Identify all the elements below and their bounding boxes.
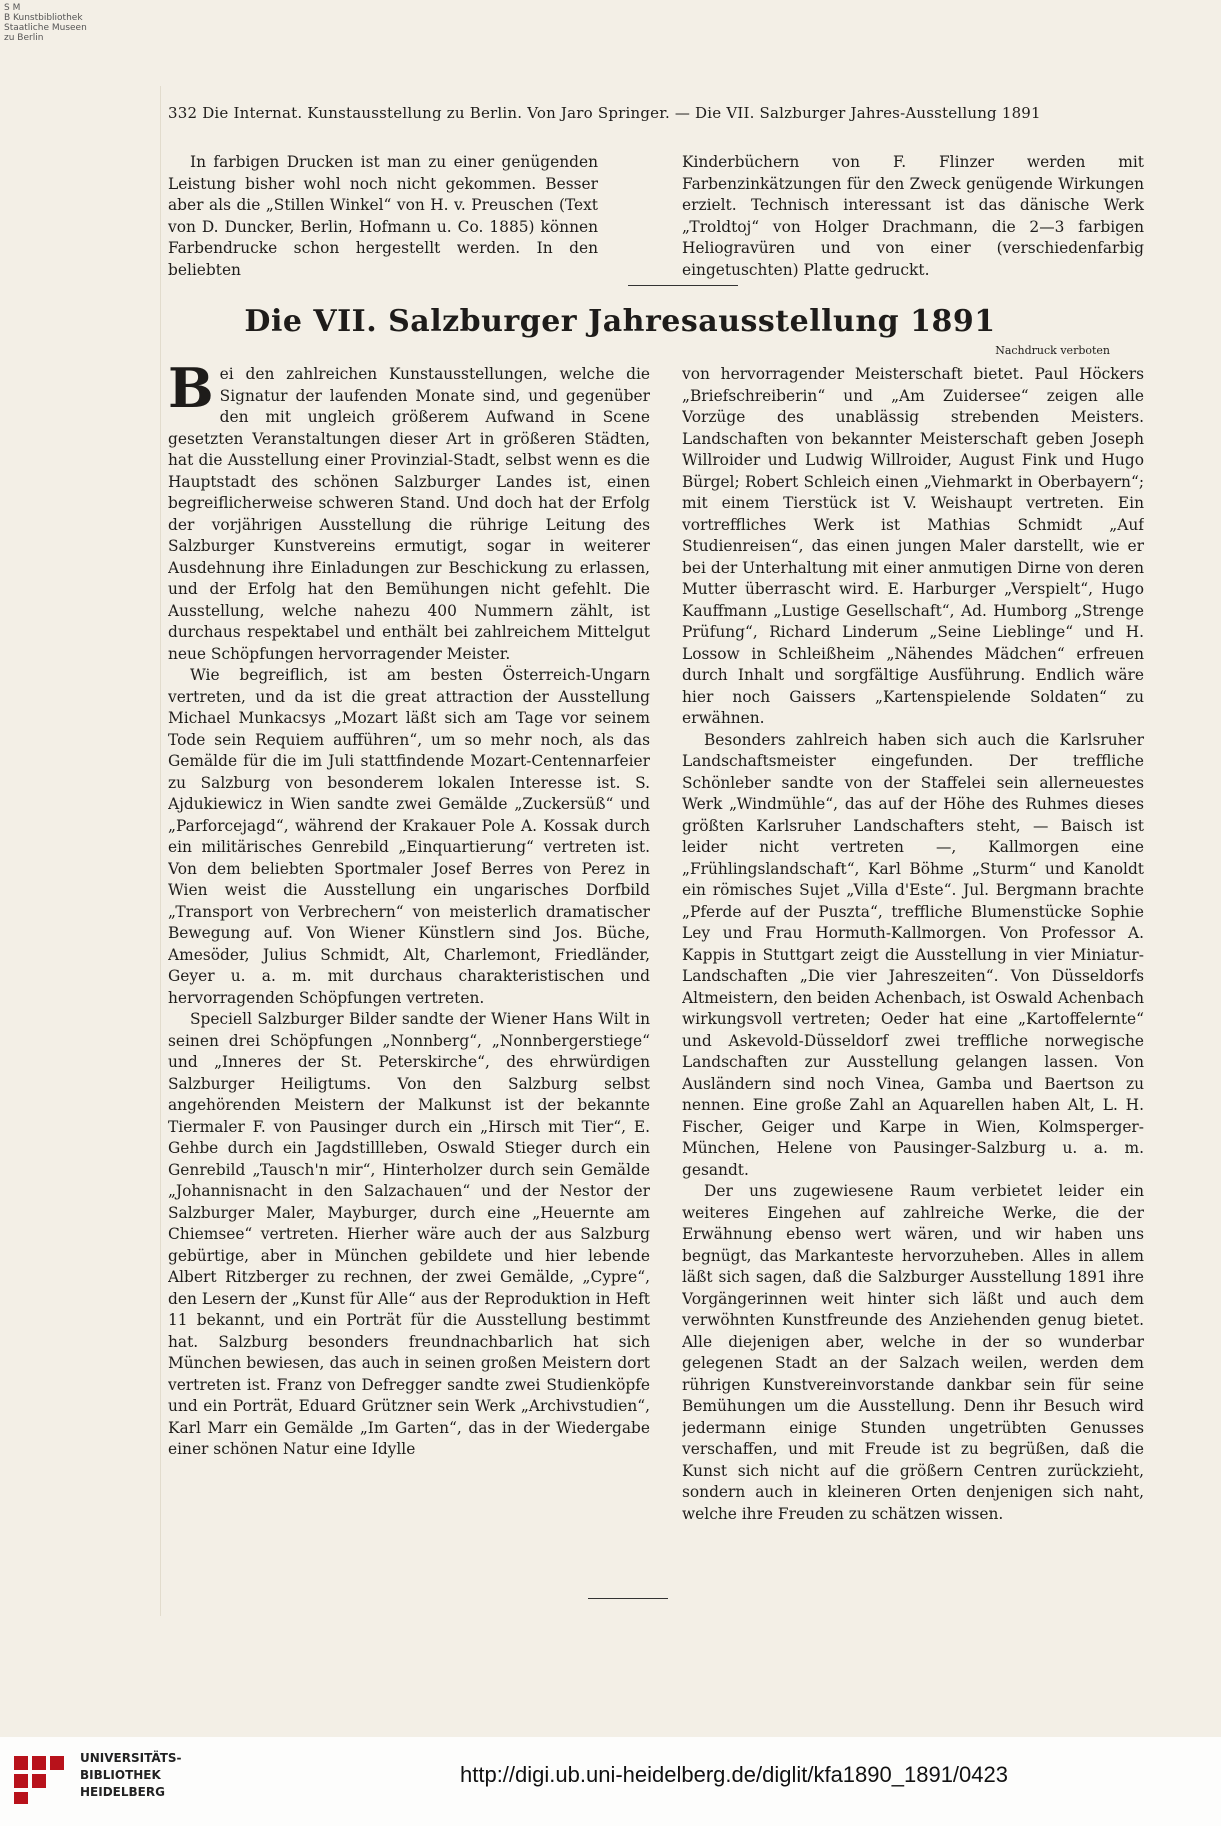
top-right-paragraph: Kinderbüchern von F. Flinzer werden mit Farbenzinkätzungen für den Zweck genügende Wirkungen erzielt. Technisch interessant ist das dänische Werk „Troldtoj“ von Holger Drachmann, die 2—3 farbigen Heliogravüren und von einer (verschiedenfarbig eingetuschten) Platte gedruckt. (682, 153, 1144, 279)
stamp-line: zu Berlin (4, 33, 44, 43)
institution-line: HEIDELBERG (80, 1785, 165, 1799)
article-paragraph: Der uns zugewiesene Raum verbietet leider ein weiteres Eingehen auf zahlreiche Werke, die der Erwähnung ebenso wert wären, und wir haben uns begnügt, das Markanteste hervorzuheben. Alles in allem läßt sich sagen, daß die Salzburger Ausstellung 1891 ihre Vorgängerinnen weit hinter sich läßt und auch dem verwöhnten Kunstfreunde des Anziehenden genug bietet. Alle diejenigen aber, welche in der so wunderbar gelegenen Stadt an der Salzach weilen, werden dem rührigen Kunstvereinvorstande dankbar sein für seine Bemühungen um die Ausstellung. Denn ihr Besuch wird jedermann einige Stunden ungetrübten Genusses verschaffen, und mit Freude ist zu begrüßen, daß die Kunst sich nicht auf die größern Centren zurückzieht, sondern auch in kleineren Orten denjenigen sich naht, welche ihre Freuden zu schätzen wissen. (682, 1182, 1144, 1523)
article-paragraph: Wie begreiflich, ist am besten Österreich-Ungarn vertreten, und da ist die great attraction der Ausstellung Michael Munkacsys „Mozart läßt sich am Tage vor seinem Tode sein Requiem aufführen“, um so mehr noch, als das Gemälde für die im Juli stattfindende Mozart-Centennarfeier zu Salzburg von besonderem lokalen Interesse ist. S. Ajdukiewicz in Wien sandte zwei Gemälde „Zuckersüß“ und „Parforcejagd“, während der Krakauer Pole A. Kossak durch ein militärisches Genrebild „Einquartierung“ vertreten ist. Von dem beliebten Sportmaler Josef Berres von Perez in Wien weist die Ausstellung ein ungarisches Dorfbild „Transport von Verbrechern“ von meisterlich dramatischer Bewegung auf. Von Wiener Künstlern sind Jos. Büche, Amesöder, Julius Schmidt, Alt, Charlemont, Friedländer, Geyer u. a. m. mit durchaus charakteristischen und hervorragenden Schöpfungen vertreten. (168, 666, 650, 1007)
article-title: Die VII. Salzburger Jahresausstellung 1891 (244, 304, 996, 339)
running-header: 332 Die Internat. Kunstausstellung zu Berlin. Von Jaro Springer. — Die VII. Salzburger Jahres-Ausstellung 1891 (168, 104, 1041, 122)
top-right-column (682, 152, 1144, 281)
end-rule (588, 1598, 668, 1599)
stamp-line: S M (4, 3, 21, 13)
library-stamp (4, 3, 124, 43)
article-paragraph: von hervorragender Meisterschaft bietet. Paul Höckers „Briefschreiberin“ und „Am Zuidersee“ zeigen alle Vorzüge des unablässig strebenden Meisters. Landschaften von bekannter Meisterschaft geben Joseph Willroider und Ludwig Willroider, August Fink und Hugo Bürgel; Robert Schleich einen „Viehmarkt in Oberbayern“; mit einem Tierstück ist V. Weishaupt vertreten. Ein vortreffliches Werk ist Mathias Schmidt „Auf Studienreisen“, das einen jungen Maler darstellt, wie er bei der Unterhaltung mit einer anmutigen Dirne von deren Mutter überrascht wird. E. Harburger „Verspielt“, Hugo Kauffmann „Lustige Gesellschaft“, Ad. Humborg „Strenge Prüfung“, Richard Linderum „Seine Lieblinge“ und H. Lossow in Schleißheim „Nähendes Mädchen“ erfreuen durch Inhalt und sorgfältige Ausführung. Endlich wäre hier noch Gaissers „Kartenspielende Soldaten“ zu erwähnen. (682, 365, 1144, 727)
institution-name (80, 1750, 182, 1801)
article-right-column (682, 364, 1144, 1569)
institution-line: UNIVERSITÄTS- (80, 1751, 182, 1765)
section-divider (628, 285, 738, 286)
reprint-notice: Nachdruck verboten (995, 344, 1110, 357)
article-paragraph: Besonders zahlreich haben sich auch die Karlsruher Landschaftsmeister eingefunden. Der treffliche Schönleber sandte von der Staffelei sein allerneuestes Werk „Windmühle“, das auf der Höhe des Ruhmes dieses größten Karlsruher Landschafters steht, — Baisch ist leider nicht vertreten —, Kallmorgen eine „Frühlingslandschaft“, Karl Böhme „Sturm“ und Kanoldt ein römisches Sujet „Villa d'Este“. Jul. Bergmann brachte „Pferde auf der Puszta“, treffliche Blumenstücke Sophie Ley und Frau Hormuth-Kallmorgen. Von Professor A. Kappis in Stuttgart zeigt die Ausstellung in vier Miniatur-Landschaften „Die vier Jahreszeiten“. Von Düsseldorfs Altmeistern, den beiden Achenbach, ist Oswald Achenbach wirkungsvoll vertreten; Oeder hat eine „Kartoffelernte“ und Askevold-Düsseldorf zwei treffliche norwegische Landschaften zur Ausstellung gelangen lassen. Von Ausländern sind noch Vinea, Gamba und Baertson zu nennen. Eine große Zahl an Aquarellen haben Alt, L. H. Fischer, Geiger und Karpe in Wien, Kolmsperger-München, Helene von Pausinger-Salzburg u. a. m. gesandt. (682, 730, 1144, 1179)
top-left-paragraph: In farbigen Drucken ist man zu einer genügenden Leistung bisher wohl noch nicht gekommen. Besser aber als die „Stillen Winkel“ von H. v. Preuschen (Text von D. Duncker, Berlin, Hofmann u. Co. 1885) können Farbendrucke schon hergestellt werden. In den beliebten (168, 153, 598, 279)
stamp-line: B Kunstbibliothek (4, 13, 83, 23)
article-paragraph: Speciell Salzburger Bilder sandte der Wiener Hans Wilt in seinen drei Schöpfungen „Nonnberg“, „Nonnbergerstiege“ und „Inneres der St. Peterskirche“, des ehrwürdigen Salzburger Heiligtums. Von den Salzburg selbst angehörenden Meistern der Malkunst ist der bekannte Tiermaler F. von Pausinger durch ein „Hirsch mit Tier“, E. Gehbe durch ein Jagdstillleben, Oswald Stieger durch ein Genrebild „Tausch'n mir“, Hinterholzer durch sein Gemälde „Johannisnacht in den Salzachauen“ und der Nestor der Salzburger Maler, Mayburger, durch eine „Heuernte am Chiemsee“ vertreten. Hierher wäre auch der aus Salzburg gebürtige, aber in München gebildete und hier lebende Albert Ritzberger zu rechnen, der zwei Gemälde, „Cypre“, den Lesern der „Kunst für Alle“ aus der Reproduktion in Heft 11 bekannt, und ein Porträt für die Ausstellung bestimmt hat. Salzburg besonders freundnachbarlich hat sich München bewiesen, das auch in seinen großen Meistern dort vertreten ist. Franz von Defregger sandte zwei Studienköpfe und ein Porträt, Eduard Grützner sein Werk „Archivstudien“, Karl Marr ein Gemälde „Im Garten“, das in der Wiedergabe einer schönen Natur eine Idylle (168, 1010, 650, 1458)
drop-cap: B (168, 364, 214, 420)
paragraph-text: ei den zahlreichen Kunstausstellungen, welche die Signatur der laufenden Monate sind, und gegenüber den mit ungleich größerem Aufwand in Scene gesetzten Veranstaltungen dieser Art in größeren Städten, hat die Ausstellung einer Provinzial-Stadt, selbst wenn es die Hauptstadt des schönen Salzburger Landes ist, einen begreiflicherweise schweren Stand. Und doch hat der Erfolg der vorjährigen Ausstellung die rührige Leitung des Salzburger Kunstvereins ermutigt, sogar in weiterer Ausdehnung ihre Einladungen zur Beschickung zu erlassen, und der Erfolg hat den Bemühungen nicht gefehlt. Die Ausstellung, welche nahezu 400 Nummern zählt, ist durchaus respektabel und enthält bei zahlreichem Mittelgut neue Schöpfungen hervorragender Meister. (168, 365, 650, 663)
top-left-column (168, 152, 598, 281)
stamp-line: Staatliche Museen (4, 23, 87, 33)
source-url-link[interactable]: http://digi.ub.uni-heidelberg.de/diglit/kfa1890_1891/0423 (460, 1762, 1008, 1787)
article-paragraph (168, 364, 650, 665)
article-left-column (168, 364, 650, 1569)
institution-line: BIBLIOTHEK (80, 1768, 161, 1782)
university-seal-icon (12, 1750, 72, 1806)
